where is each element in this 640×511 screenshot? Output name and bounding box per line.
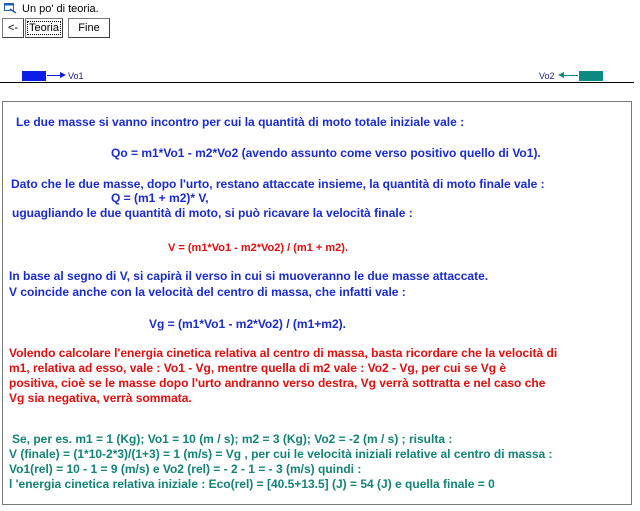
equation-momentum-final: Q = (m1 + m2)* V, [111, 191, 209, 205]
velocity-2-arrow [563, 75, 578, 76]
equation-center-of-mass-velocity: Vg = (m1*Vo1 - m2*Vo2) / (m1+m2). [149, 317, 346, 331]
title-bar [0, 0, 640, 17]
theory-paragraph-3-line-2: V coincide anche con la velocità del centro di massa, che infatti vale : [9, 285, 406, 299]
velocity-1-arrowhead-icon [60, 72, 66, 78]
theory-paragraph-4-line-1: Volendo calcolare l'energia cinetica relativa al centro di massa, basta ricordare che la velocità di [9, 346, 558, 360]
theory-paragraph-4-line-4: Vg sia negativa, verrà sommata. [9, 391, 192, 405]
theory-paragraph-4-line-2: m1, relativa ad esso, vale : Vo1 - Vg, mentre quella di m2 vale : Vo2 - Vg, per cui se Vg è [9, 361, 507, 375]
mass-1-block [22, 71, 46, 81]
mass-2-block [579, 71, 603, 81]
teoria-button-label: Teoria [29, 22, 59, 34]
velocity-2-label: Vo2 [539, 71, 555, 81]
theory-paragraph-3-line-1: In base al segno di V, si capirà il verso in cui si muoveranno le due masse attaccate. [9, 269, 489, 283]
example-line-2: V (finale) = (1*10-2*3)/(1+3) = 1 (m/s) = Vg , per cui le velocità iniziali relative al centro di massa : [9, 447, 553, 461]
fine-button[interactable]: Fine [68, 18, 110, 38]
example-line-1: Se, per es. m1 = 1 (Kg); Vo1 = 10 (m / s); m2 = 3 (Kg); Vo2 = -2 (m / s) ; risulta : [12, 432, 453, 446]
window-title: Un po' di teoria. [22, 2, 99, 15]
theory-paragraph-2-line-1: Dato che le due masse, dopo l'urto, restano attaccate insieme, la quantità di moto finale vale : [11, 177, 545, 191]
equation-final-velocity: V = (m1*Vo1 - m2*Vo2) / (m1 + m2). [168, 242, 348, 254]
theory-paragraph-2-line-2: uguagliando le due quantità di moto, si può ricavare la velocità finale : [12, 206, 413, 220]
app-icon [4, 3, 17, 14]
back-button[interactable]: <- [2, 18, 24, 38]
example-line-3: Vo1(rel) = 10 - 1 = 9 (m/s) e Vo2 (rel) = - 2 - 1 = - 3 (m/s) quindi : [9, 462, 362, 476]
teoria-button[interactable] [25, 18, 63, 38]
equation-momentum-initial: Qo = m1*Vo1 - m2*Vo2 (avendo assunto come verso positivo quello di Vo1). [111, 146, 541, 160]
theory-paragraph-4-line-3: positiva, cioè se le masse dopo l'urto andranno verso destra, Vg verrà sottratta e nel caso che [9, 376, 546, 390]
track-line [0, 82, 634, 83]
theory-paragraph-1: Le due masse si vanno incontro per cui la quantità di moto totale iniziale vale : [16, 115, 465, 129]
toolbar [2, 18, 110, 38]
example-line-4: l 'energia cinetica relativa iniziale : Eco(rel) = [40.5+13.5] (J) = 54 (J) e quella finale = 0 [9, 477, 495, 491]
theory-panel [2, 101, 632, 505]
velocity-1-label: Vo1 [68, 71, 84, 81]
